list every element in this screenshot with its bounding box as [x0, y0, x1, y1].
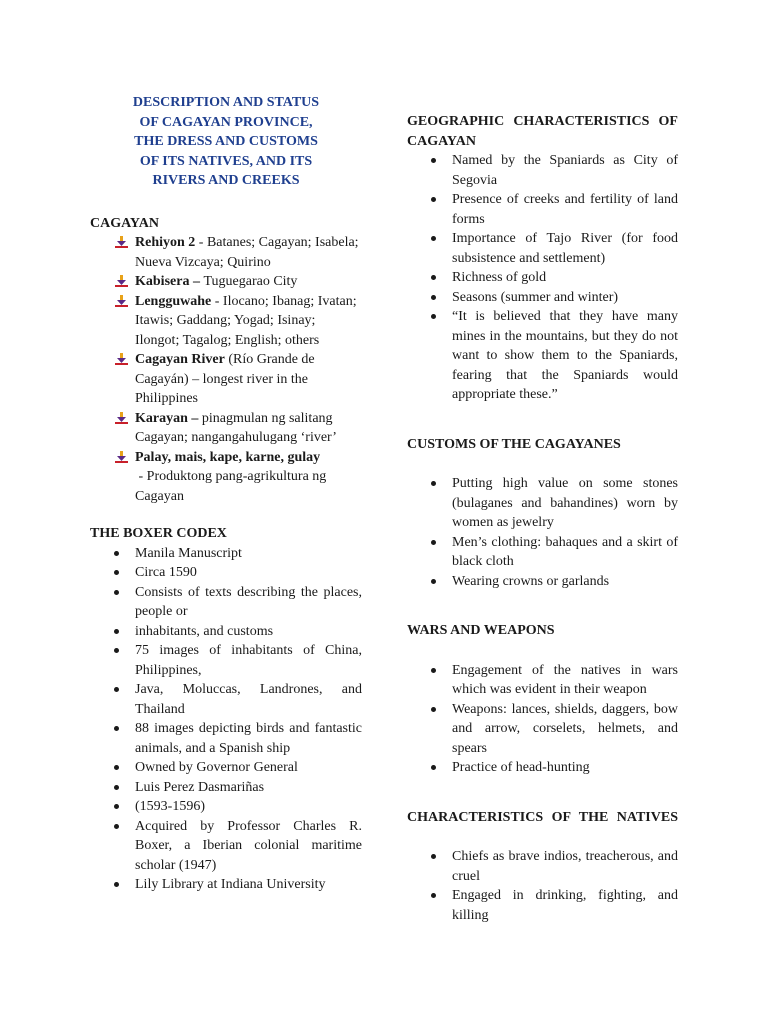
title-line: THE DRESS AND CUSTOMS	[134, 134, 318, 149]
boxer-codex-item: Luis Perez Dasmariñas	[90, 778, 362, 798]
cagayan-item-separator: –	[189, 274, 204, 289]
wars-list	[407, 661, 678, 778]
natives-heading: CHARACTERISTICS OF THE NATIVES	[407, 809, 678, 825]
geographic-item: Richness of gold	[407, 268, 678, 288]
cagayan-item	[90, 448, 362, 507]
cagayan-item-term: Kabisera	[135, 274, 190, 289]
customs-list	[407, 474, 678, 591]
boxer-codex-item: Lily Library at Indiana University	[90, 875, 362, 895]
geographic-item: Seasons (summer and winter)	[407, 288, 678, 308]
customs-item: Men’s clothing: bahaques and a skirt of black cloth	[407, 533, 678, 572]
title-line: OF ITS NATIVES, AND ITS	[139, 153, 313, 169]
boxer-codex-item: Java, Moluccas, Landrones, and Thailand	[90, 680, 362, 719]
customs-item: Wearing crowns or garlands	[407, 572, 678, 592]
geographic-item: “It is believed that they have many mines in the mountains, but they do not want to show them to the Spaniards, fearing that the Spaniards would appropriate these.”	[407, 307, 678, 405]
customs-heading: CUSTOMS OF THE CAGAYANES	[407, 436, 621, 452]
boxer-codex-item: Circa 1590	[90, 563, 362, 583]
cagayan-item-separator: -	[195, 235, 207, 250]
geographic-heading: GEOGRAPHIC CHARACTERISTICS OF CAGAYAN	[407, 114, 678, 149]
geographic-item: Presence of creeks and fertility of land forms	[407, 190, 678, 229]
geographic-item: Named by the Spaniards as City of Segovia	[407, 151, 678, 190]
cagayan-item-term: Rehiyon 2	[135, 235, 196, 250]
wars-item: Engagement of the natives in wars which was evident in their weapon	[407, 661, 678, 700]
cagayan-item-separator: -	[211, 293, 223, 309]
cagayan-item-text: Tuguegarao City	[203, 274, 298, 289]
arrow-down-bullet-icon	[115, 353, 128, 366]
cagayan-item	[90, 409, 362, 448]
boxer-codex-item: (1593-1596)	[90, 797, 362, 817]
arrow-down-bullet-icon	[115, 412, 128, 425]
cagayan-item-term: Cagayan River	[135, 352, 225, 367]
boxer-codex-item: 88 images depicting birds and fantastic animals, and a Spanish ship	[90, 719, 362, 758]
arrow-down-bullet-icon	[115, 236, 128, 249]
cagayan-item-text: (Río Grande de Cagayán) – longest river in the Philippines	[135, 352, 315, 406]
wars-item: Weapons: lances, shields, daggers, bow and arrow, corselets, helmets, and spears	[407, 700, 678, 759]
cagayan-item-text: pinagmulan ng salitang Cagayan; nangangahulugang ‘river’	[135, 410, 337, 445]
cagayan-item-term: Lengguwahe	[135, 293, 212, 309]
boxer-codex-item: Owned by Governor General	[90, 758, 362, 778]
cagayan-item-text: Produktong pang-agrikultura ng Cagayan	[135, 469, 327, 504]
cagayan-item	[90, 350, 362, 409]
boxer-codex-item: Manila Manuscript	[90, 544, 362, 564]
boxer-codex-heading: THE BOXER CODEX	[90, 526, 227, 541]
arrow-down-bullet-icon	[115, 275, 128, 288]
natives-item: Chiefs as brave indios, treacherous, and cruel	[407, 847, 678, 886]
left-column	[90, 93, 362, 895]
cagayan-item-text: Ilocano; Ibanag; Ivatan; Itawis; Gaddang; Yogad; Isinay; Ilongot; Tagalog; English; others	[135, 293, 357, 348]
cagayan-item	[90, 272, 362, 292]
boxer-codex-item: 75 images of inhabitants of China, Philippines,	[90, 641, 362, 680]
natives-item: Engaged in drinking, fighting, and killing	[407, 886, 678, 925]
document-title	[90, 93, 362, 191]
cagayan-list	[90, 233, 362, 506]
cagayan-item-separator: -	[135, 469, 147, 484]
right-column	[407, 112, 678, 925]
cagayan-item-text: Batanes; Cagayan; Isabela; Nueva Vizcaya; Quirino	[135, 235, 359, 270]
natives-list	[407, 847, 678, 925]
boxer-codex-item: Acquired by Professor Charles R. Boxer, a Iberian colonial maritime scholar (1947)	[90, 817, 362, 876]
boxer-codex-item: Consists of texts describing the places, people or	[90, 583, 362, 622]
cagayan-item-term: Palay, mais, kape, karne, gulay	[135, 449, 321, 465]
title-line: OF CAGAYAN PROVINCE,	[139, 114, 313, 130]
title-line: RIVERS AND CREEKS	[152, 173, 300, 188]
arrow-down-bullet-icon	[115, 295, 128, 308]
cagayan-item-separator: –	[187, 410, 202, 426]
cagayan-item	[90, 233, 362, 272]
customs-item: Putting high value on some stones (bulaganes and bahandines) worn by women as jewelry	[407, 474, 678, 533]
wars-item: Practice of head-hunting	[407, 758, 678, 778]
geographic-item: Importance of Tajo River (for food subsistence and settlement)	[407, 229, 678, 268]
cagayan-item-term: Karayan	[135, 410, 188, 426]
cagayan-item	[90, 292, 362, 351]
cagayan-heading: CAGAYAN	[90, 215, 159, 231]
geographic-list	[407, 151, 678, 405]
boxer-codex-list	[90, 544, 362, 895]
boxer-codex-item: inhabitants, and customs	[90, 622, 362, 642]
arrow-down-bullet-icon	[115, 451, 128, 464]
title-line: DESCRIPTION AND STATUS	[132, 95, 320, 110]
wars-heading: WARS AND WEAPONS	[407, 623, 555, 638]
